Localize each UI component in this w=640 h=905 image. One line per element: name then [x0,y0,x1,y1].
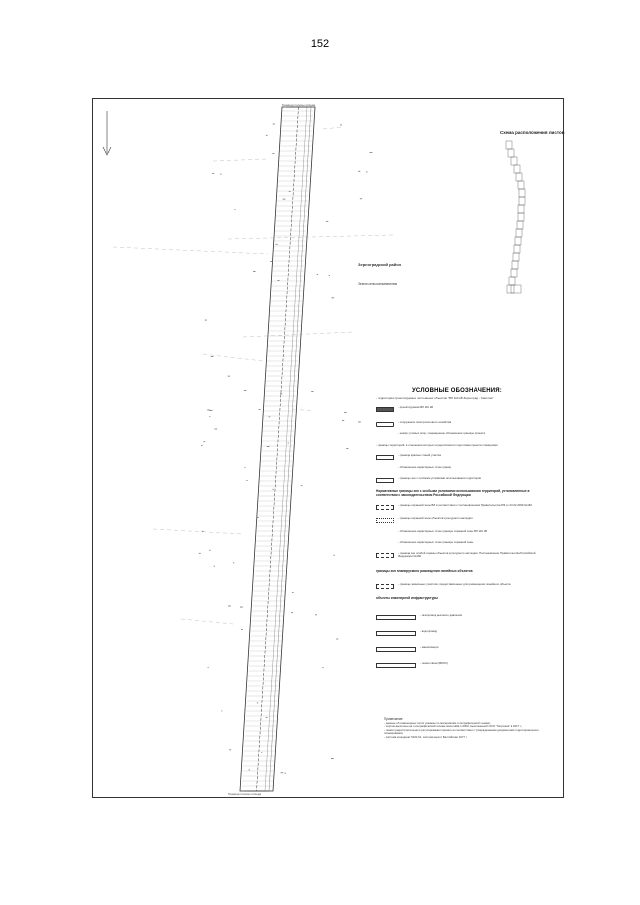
legend-symbol [376,478,394,483]
map-mark [203,441,205,442]
sheet-scheme-title: Схема расположения листов [500,130,565,135]
legend-item [376,454,546,464]
map-mark [234,209,235,210]
legend-symbol [376,505,394,510]
legend-symbol [376,542,394,547]
legend-symbol [376,584,394,589]
legend-symbol [376,553,394,558]
map-mark [228,606,231,607]
map-mark [244,467,245,468]
map-mark [214,566,215,567]
legend-symbol [376,467,394,472]
map-mark [207,410,210,411]
map-mark [241,629,243,630]
map-mark [283,199,286,200]
legend-text: - границы территорий, в отношении которых осуществляется подготовка проекта планировки [376,443,498,447]
notes [384,718,556,740]
survey-lines [113,127,393,624]
corridor-bottom-label: Граница полосы отвода [228,792,262,796]
notes-line: - линии градостроительного регулирования приняты в соответствии с утвержденными документами территориального планирования; [384,727,539,736]
legend-section-head: границы зон планируемого размещения линейных объектов [376,569,473,573]
corridor [240,107,315,791]
map-mark [256,517,259,518]
legend-text: - границы земельных участков, предоставленных для размещения линейного объекта [398,582,511,586]
legend-item [376,517,546,527]
legend-text: - границы зон с особыми условиями использования территории [398,476,482,480]
legend-text: - линия связи (ВОЛС) [420,661,448,665]
legend-item [376,406,546,416]
legend-item [376,432,546,442]
map-mark [205,320,207,321]
land-category-label: Земли сельхозназначения [358,282,398,286]
legend-item [376,541,546,551]
map-mark [317,274,318,275]
legend-symbol [376,433,394,438]
legend-item [376,477,546,487]
map-mark [209,550,210,551]
map-mark [340,125,342,126]
map-mark [326,221,328,222]
map-mark [244,390,247,391]
map-mark [281,772,284,773]
map-mark [336,639,338,640]
notes-line: - чертеж выполнен на топографической основе масштаба 1:2000, выполненной ООО "Гипрозем" в 2017 г.; [384,724,523,729]
map-mark [270,261,272,262]
map-mark [291,612,293,613]
map-mark [276,244,278,245]
legend-symbol [376,663,416,668]
legend-item [376,504,546,514]
map-mark [199,553,201,554]
map-mark [288,443,289,444]
map-mark [273,124,275,125]
map-mark [289,191,291,192]
map-marks [199,124,373,774]
legend-text: - водопровод [420,629,438,633]
map-mark [253,271,256,272]
legend-text: - газопровод высокого давления [420,613,462,617]
map-mark [228,376,230,377]
map-mark [285,773,286,774]
map-mark [202,531,204,532]
map-mark [358,171,360,172]
north-arrow-icon [103,111,111,155]
map-mark [266,717,268,718]
map-mark [240,607,243,608]
map-mark [280,393,282,394]
map-mark [277,280,279,281]
legend-text: - границы охранной зоны ВЛ в соответствии с постановлением Правительства РФ от 24.02.2009 №160 [398,503,532,507]
legend-section-head: объекты инженерной инфраструктуры [376,596,439,600]
map-mark [261,752,262,753]
district-label: Зерноградский район [358,262,402,267]
legend-text: - номер угловых опор, сокращенное обозначение границы проекта [398,431,486,435]
legend-item [376,466,546,476]
legend-symbol [376,518,394,523]
legend-symbol [376,615,416,620]
map-mark [369,152,372,153]
map-mark [266,135,268,136]
map-mark [209,416,210,417]
map-mark [211,356,214,357]
map-mark [272,153,274,154]
legend-item [376,614,546,624]
legend-text: - канализация [420,645,439,649]
legend-title: УСЛОВНЫЕ ОБОЗНАЧЕНИЯ: [412,388,502,394]
legend-symbol [376,407,394,412]
map-mark [315,614,317,615]
legend-item [376,583,546,593]
map-mark [259,409,261,410]
map-mark [322,667,323,668]
legend-item [376,530,546,540]
map-mark [358,422,361,423]
map-mark [229,749,231,750]
map-mark [214,429,217,430]
map-mark [331,297,334,298]
legend-subtitle: - территория проектируемых постоянных объектов "ВЛ 110 кВ Зерноград - Светлая" [376,396,494,400]
map-mark [346,448,348,449]
notes-line: - данные об инженерных сетях указаны по материалам топографической съемки; [384,720,491,725]
legend-text: - проектируемая ВЛ 110 кВ [398,405,433,409]
notes-heading: Примечание: [384,717,404,721]
legend-symbol [376,531,394,536]
corridor-top-label: Граница полосы отвода [282,103,316,107]
map-mark [267,446,270,447]
map-mark [360,198,362,199]
sheet-layout-scheme [506,141,525,293]
legend-text: - граница зон особой охраны объектов культурного наследия, Постановление Правительства Российской Федерации №160 [398,551,536,558]
legend-text: - обозначение характерных точек границы охранной зоны ВЛ 110 кВ [398,529,487,533]
page-number: 152 [310,38,330,50]
map-mark [246,480,247,481]
map-mark [301,485,303,486]
map-mark [221,711,222,712]
map-mark [344,412,346,413]
map-mark [366,172,367,173]
map-mark [292,592,294,593]
legend-item [376,630,546,640]
legend-text: - границы охранной зоны объектов культурного наследия [398,516,473,520]
map-mark [201,445,203,446]
map-mark [342,420,344,421]
map-mark [333,555,334,556]
map-mark [220,174,221,175]
legend-item [376,552,546,562]
legend-text: - сооружение электросетевого хозяйства [398,420,452,424]
map-mark [329,275,330,276]
legend-section-head: Нормативные границы зон с особыми условиями использования территорий, установленные в соответствии с законодательством Российской Федерации [376,489,530,497]
legend-text: - обозначение характерных точек границы охранной зоны [398,540,474,544]
map-mark [272,489,273,490]
legend-symbol [376,647,416,652]
legend-item [376,421,546,431]
legend-symbol [376,631,416,636]
legend-item [376,662,546,672]
map-mark [257,703,258,704]
notes-line: - система координат МСК-61, система высот Балтийская 1977 г. [384,734,468,739]
map-mark [269,416,271,417]
map-mark [233,562,234,563]
map-mark [212,173,214,174]
legend-text: - обозначение характерных точек границ [398,465,452,469]
map-mark [331,758,334,759]
legend-text: - граница красных линий участка [398,453,441,457]
map-mark [208,667,209,668]
map-mark [311,391,313,392]
legend-symbol [376,422,394,427]
legend-symbol [376,455,394,460]
map-mark [249,770,250,771]
legend-item [376,646,546,656]
